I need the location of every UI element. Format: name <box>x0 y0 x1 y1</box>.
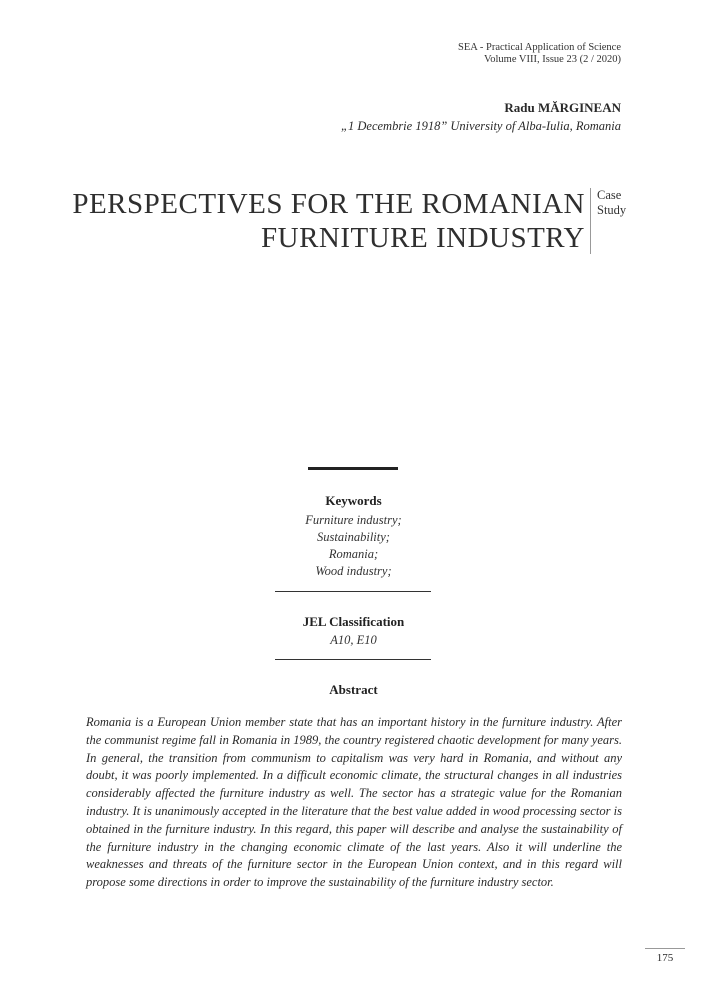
jel-heading: JEL Classification <box>302 614 405 629</box>
keywords-heading: Keywords <box>325 493 382 508</box>
jel-codes: A10, E10 <box>330 633 377 647</box>
keyword-item: Sustainability; <box>317 530 390 544</box>
keywords-divider <box>275 591 431 592</box>
journal-volume: Volume VIII, Issue 23 (2 / 2020) <box>484 54 621 65</box>
author-name: Radu MĂRGINEAN <box>504 100 621 115</box>
page-number: 175 <box>656 952 674 964</box>
article-type-line-1: Case <box>597 188 622 202</box>
jel-divider <box>275 659 431 660</box>
abstract-text: Romania is a European Union member state that has an important history in the furniture industry. After the communist regime fall in Romania in 1989, the country registered chaotic development for many years. In general, the transition from communism to capitalism was very hard in Romania, and without any doubt, it was poorly implemented. In a difficult economic climate, the structural changes in all industries considerably affected the furniture industry as well. The sector has a strategic value for the Romanian industry. It is unanimously accepted in the literature that the best value added in wood processing sector is obtained in the furniture industry. In this regard, this paper will describe and analyse the sustainability of the furniture industry in the changing economic climate of the last years. Also it will underline the weaknesses and threats of the furniture sector in the European Union context, and in this regard will propose some directions in order to improve the sustainability of the furniture industry sector. <box>86 715 622 890</box>
title-line-2: FURNITURE INDUSTRY <box>261 222 585 254</box>
keywords-top-bar <box>308 467 398 470</box>
keyword-item: Wood industry; <box>315 564 392 578</box>
keyword-item: Furniture industry; <box>305 513 402 527</box>
title-line-1: PERSPECTIVES FOR THE ROMANIAN <box>72 188 585 220</box>
footer-rule <box>645 948 685 949</box>
journal-name: SEA - Practical Application of Science <box>458 42 621 53</box>
article-type-line-2: Study <box>597 203 627 217</box>
keyword-item: Romania; <box>328 547 379 561</box>
title-divider <box>590 188 591 254</box>
abstract-heading: Abstract <box>329 682 378 697</box>
author-affiliation: „1 Decembrie 1918” University of Alba-Iulia, Romania <box>341 119 621 133</box>
